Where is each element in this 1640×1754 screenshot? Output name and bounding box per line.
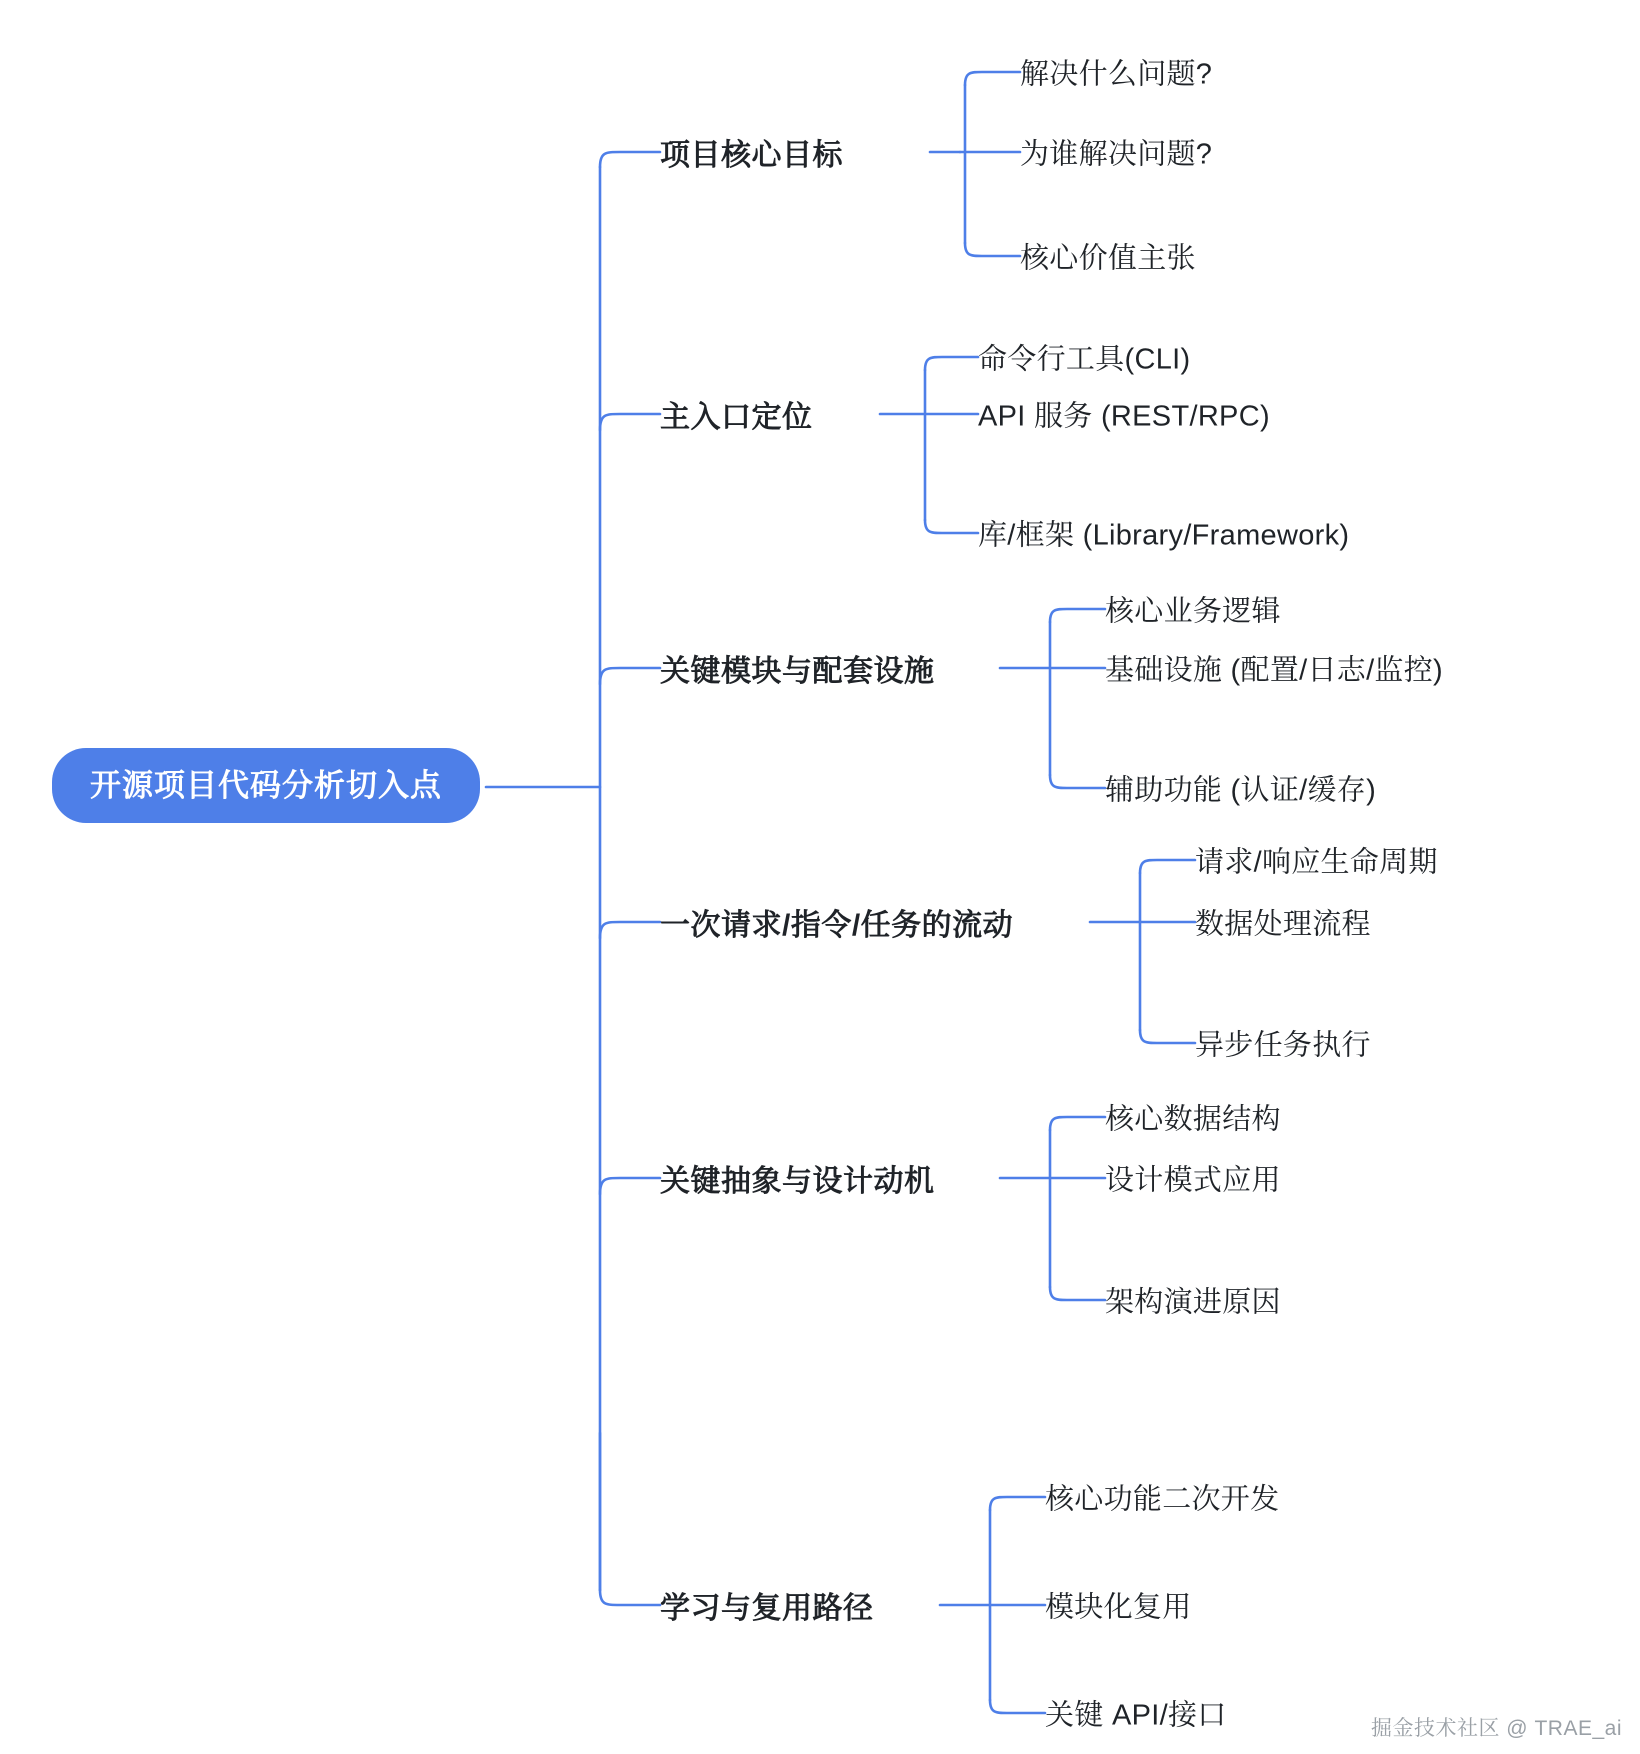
edge-b4-c3 xyxy=(1140,1030,1195,1043)
mindmap-leaf-node[interactable]: 关键 API/接口 xyxy=(1045,1699,1227,1732)
mindmap-branch-node[interactable]: 关键抽象与设计动机 xyxy=(660,1165,935,1198)
edge-b2-c3 xyxy=(925,520,978,533)
mindmap-leaf-node[interactable]: 异步任务执行 xyxy=(1195,1029,1371,1062)
mindmap-leaf-node[interactable]: 命令行工具(CLI) xyxy=(978,343,1191,376)
edge-b5-c1 xyxy=(1050,1117,1105,1130)
watermark-label: 掘金技术社区 @ TRAE_ai xyxy=(1370,1717,1622,1740)
edge-b1-c3 xyxy=(965,243,1020,256)
mindmap-leaf-node[interactable]: 为谁解决问题? xyxy=(1020,138,1213,171)
mindmap-leaf-node[interactable]: 核心业务逻辑 xyxy=(1105,595,1281,628)
edge-branch-5 xyxy=(600,1178,660,1194)
edge-branch-1 xyxy=(600,152,660,167)
mindmap-leaf-node[interactable]: 数据处理流程 xyxy=(1195,908,1371,941)
mindmap-root-node[interactable]: 开源项目代码分析切入点 xyxy=(52,748,480,823)
mindmap-leaf-node[interactable]: 模块化复用 xyxy=(1045,1591,1192,1624)
mindmap-leaf-node[interactable]: 基础设施 (配置/日志/监控) xyxy=(1105,654,1443,687)
mindmap-leaf-node[interactable]: API 服务 (REST/RPC) xyxy=(978,400,1270,433)
edge-branch-3 xyxy=(600,668,660,684)
mindmap-leaf-node[interactable]: 核心数据结构 xyxy=(1105,1103,1281,1136)
edge-b6-c3 xyxy=(990,1700,1045,1713)
mindmap-branch-node[interactable]: 项目核心目标 xyxy=(660,139,843,172)
mindmap-leaf-node[interactable]: 辅助功能 (认证/缓存) xyxy=(1105,774,1377,807)
mindmap-branch-node[interactable]: 学习与复用路径 xyxy=(660,1592,874,1625)
edge-b3-c3 xyxy=(1050,775,1105,788)
mindmap-branch-node[interactable]: 主入口定位 xyxy=(660,401,813,434)
edge-b6-c1 xyxy=(990,1497,1045,1510)
edge-b2-c1 xyxy=(925,357,978,370)
mindmap-branch-node[interactable]: 一次请求/指令/任务的流动 xyxy=(660,909,1014,942)
mindmap-leaf-node[interactable]: 架构演进原因 xyxy=(1105,1286,1281,1319)
edge-branch-2 xyxy=(600,414,660,430)
edge-branch-6 xyxy=(600,1590,660,1605)
mindmap-leaf-node[interactable]: 库/框架 (Library/Framework) xyxy=(978,519,1350,552)
edge-b1-c1 xyxy=(965,72,1020,85)
edge-b5-c3 xyxy=(1050,1287,1105,1300)
edge-b3-c1 xyxy=(1050,609,1105,622)
mindmap-leaf-node[interactable]: 解决什么问题? xyxy=(1020,58,1213,91)
edge-branch-4 xyxy=(600,922,660,938)
mindmap-leaf-node[interactable]: 核心功能二次开发 xyxy=(1045,1483,1280,1516)
mindmap-leaf-node[interactable]: 请求/响应生命周期 xyxy=(1195,846,1438,879)
mindmap-branch-node[interactable]: 关键模块与配套设施 xyxy=(660,655,935,688)
mindmap-leaf-node[interactable]: 核心价值主张 xyxy=(1020,242,1196,275)
edge-b4-c1 xyxy=(1140,860,1195,873)
mindmap-leaf-node[interactable]: 设计模式应用 xyxy=(1105,1164,1281,1197)
